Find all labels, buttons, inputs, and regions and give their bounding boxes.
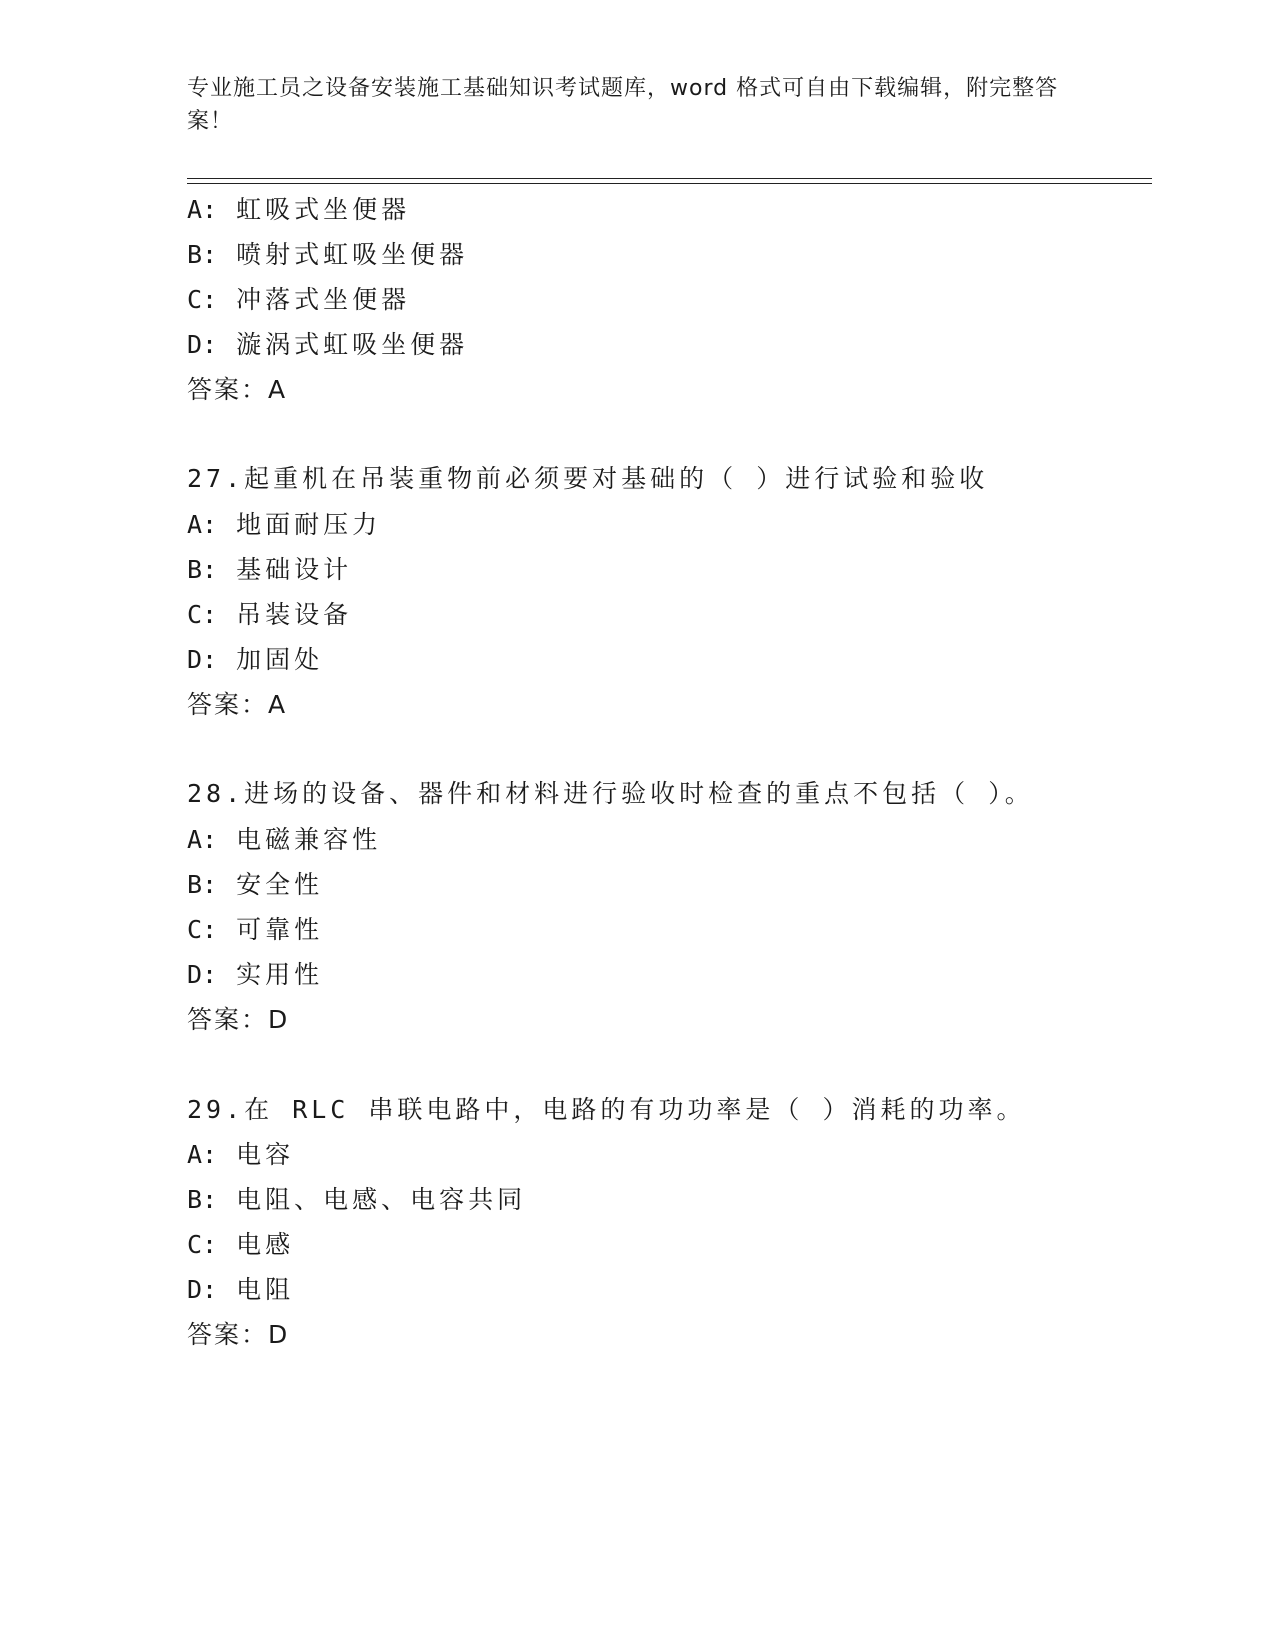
option-label: B:	[187, 555, 218, 584]
option-label: C:	[187, 1230, 218, 1259]
option-line	[187, 913, 323, 947]
answer-line: 答案：D	[187, 1005, 290, 1034]
question-line: 28.进场的设备、器件和材料进行验收时检查的重点不包括（ ）。	[187, 779, 1034, 808]
option-text: 电阻	[236, 1275, 295, 1304]
option-label: D:	[187, 330, 218, 359]
option-label: C:	[187, 915, 218, 944]
option-line	[187, 1273, 294, 1307]
option-line	[187, 193, 410, 227]
option-text: 冲落式坐便器	[236, 285, 411, 314]
option-label: A:	[187, 1140, 218, 1169]
option-line	[187, 238, 468, 272]
option-text: 安全性	[236, 870, 324, 899]
option-line	[187, 1183, 526, 1217]
option-label: A:	[187, 510, 218, 539]
document-header: 专业施工员之设备安装施工基础知识考试题库，word 格式可自由下载编辑，附完整答案！	[187, 76, 1059, 134]
option-text: 可靠性	[236, 915, 324, 944]
option-line	[187, 643, 323, 677]
question-line: 27.起重机在吊装重物前必须要对基础的（ ）进行试验和验收	[187, 464, 989, 493]
option-text: 喷射式虹吸坐便器	[236, 240, 469, 269]
option-text: 加固处	[236, 645, 324, 674]
header-rule-bottom	[187, 183, 1152, 184]
option-line	[187, 868, 323, 902]
option-label: C:	[187, 600, 218, 629]
option-label: D:	[187, 1275, 218, 1304]
option-label: D:	[187, 960, 218, 989]
option-text: 吊装设备	[236, 600, 353, 629]
option-line	[187, 1228, 294, 1262]
option-line	[187, 328, 468, 362]
option-line	[187, 508, 381, 542]
option-text: 地面耐压力	[236, 510, 382, 539]
option-text: 电阻、电感、电容共同	[236, 1185, 527, 1214]
option-line	[187, 1138, 294, 1172]
answer-line: 答案：A	[187, 690, 288, 719]
option-text: 电磁兼容性	[236, 825, 382, 854]
option-label: B:	[187, 240, 218, 269]
option-line	[187, 958, 323, 992]
option-label: B:	[187, 870, 218, 899]
answer-line: 答案：D	[187, 1320, 290, 1349]
option-label: A:	[187, 825, 218, 854]
option-line	[187, 553, 352, 587]
option-text: 虹吸式坐便器	[236, 195, 411, 224]
answer-line: 答案：A	[187, 375, 288, 404]
option-text: 电感	[236, 1230, 295, 1259]
option-label: B:	[187, 1185, 218, 1214]
option-text: 基础设计	[236, 555, 353, 584]
option-line	[187, 283, 410, 317]
option-text: 实用性	[236, 960, 324, 989]
option-label: D:	[187, 645, 218, 674]
option-text: 电容	[236, 1140, 295, 1169]
option-label: C:	[187, 285, 218, 314]
option-line	[187, 598, 352, 632]
option-text: 漩涡式虹吸坐便器	[236, 330, 469, 359]
option-label: A:	[187, 195, 218, 224]
header-rule-top	[187, 178, 1152, 179]
question-line: 29.在 RLC 串联电路中，电路的有功功率是（ ）消耗的功率。	[187, 1095, 1026, 1124]
option-line	[187, 823, 381, 857]
